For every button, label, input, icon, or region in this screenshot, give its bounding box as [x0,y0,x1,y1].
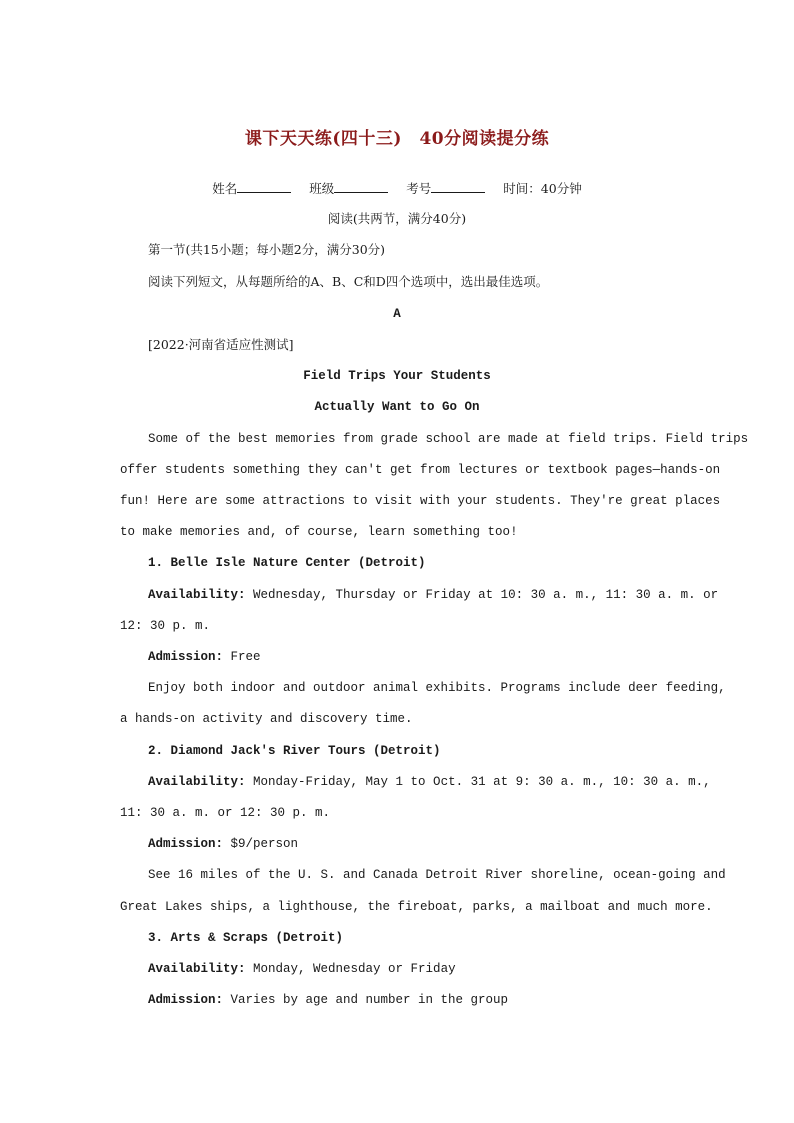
name-label: 姓名 [212,181,238,196]
exam-no-blank[interactable] [431,180,485,193]
item-2-availability [148,774,711,790]
intro-line: offer students something they can't get from lectures or textbook pages—hands-on [120,463,721,477]
item-2-admission [148,836,298,852]
intro-line: to make memories and, of course, learn something too! [120,525,518,539]
item-2-heading: 2. Diamond Jack's River Tours (Detroit) [148,744,441,758]
intro-line: Some of the best memories from grade school are made at field trips. Field trips [148,432,749,446]
availability-label: Availability: [148,588,246,602]
time-label: 时间：40分钟 [503,181,582,196]
availability-text: Wednesday, Thursday or Friday at 10: 30 a. m., 11: 30 a. m. or [245,588,719,602]
passage-title-line-2: Actually Want to Go On [314,400,480,414]
item-1-availability [148,587,719,603]
item-3-admission [148,992,508,1008]
name-blank[interactable] [237,180,291,193]
admission-label: Admission: [148,837,224,851]
admission-text: Free [223,650,261,664]
item-2-desc-cont: Great Lakes ships, a lighthouse, the fireboat, parks, a mailboat and much more. [120,900,713,914]
page-title: 课下天天练(四十三) 40分阅读提分练 [244,129,550,149]
class-label: 班级 [309,181,335,196]
item-1-desc-cont: a hands-on activity and discovery time. [120,712,413,726]
instruction: 阅读下列短文，从每题所给的A、B、C和D四个选项中，选出最佳选项。 [148,274,549,289]
item-1-availability-cont: 12: 30 p. m. [120,619,211,633]
item-3-heading: 3. Arts & Scraps (Detroit) [148,931,344,945]
passage-title-line-1: Field Trips Your Students [303,369,491,383]
availability-text: Monday-Friday, May 1 to Oct. 31 at 9: 30 a. m., 10: 30 a. m., [245,775,711,789]
part-heading: 第一节(共15小题；每小题2分，满分30分) [148,242,386,257]
availability-label: Availability: [148,775,246,789]
admission-text: Varies by age and number in the group [223,993,509,1007]
admission-text: $9/person [223,837,299,851]
item-2-desc: See 16 miles of the U. S. and Canada Detroit River shoreline, ocean-going and [148,868,726,882]
section-heading: 阅读(共两节，满分40分) [327,211,467,226]
exam-no-label: 考号 [406,181,432,196]
availability-text: Monday, Wednesday or Friday [245,962,456,976]
admission-label: Admission: [148,993,224,1007]
passage-letter: A [393,307,401,321]
admission-label: Admission: [148,650,224,664]
source-tag: [2022·河南省适应性测试] [148,337,294,352]
item-1-admission [148,649,261,665]
item-1-desc: Enjoy both indoor and outdoor animal exhibits. Programs include deer feeding, [148,681,726,695]
item-3-availability [148,961,456,977]
intro-line: fun! Here are some attractions to visit with your students. They're great places [120,494,721,508]
student-info-row [0,180,794,197]
item-2-availability-cont: 11: 30 a. m. or 12: 30 p. m. [120,806,331,820]
availability-label: Availability: [148,962,246,976]
item-1-heading: 1. Belle Isle Nature Center (Detroit) [148,556,426,570]
class-blank[interactable] [334,180,388,193]
